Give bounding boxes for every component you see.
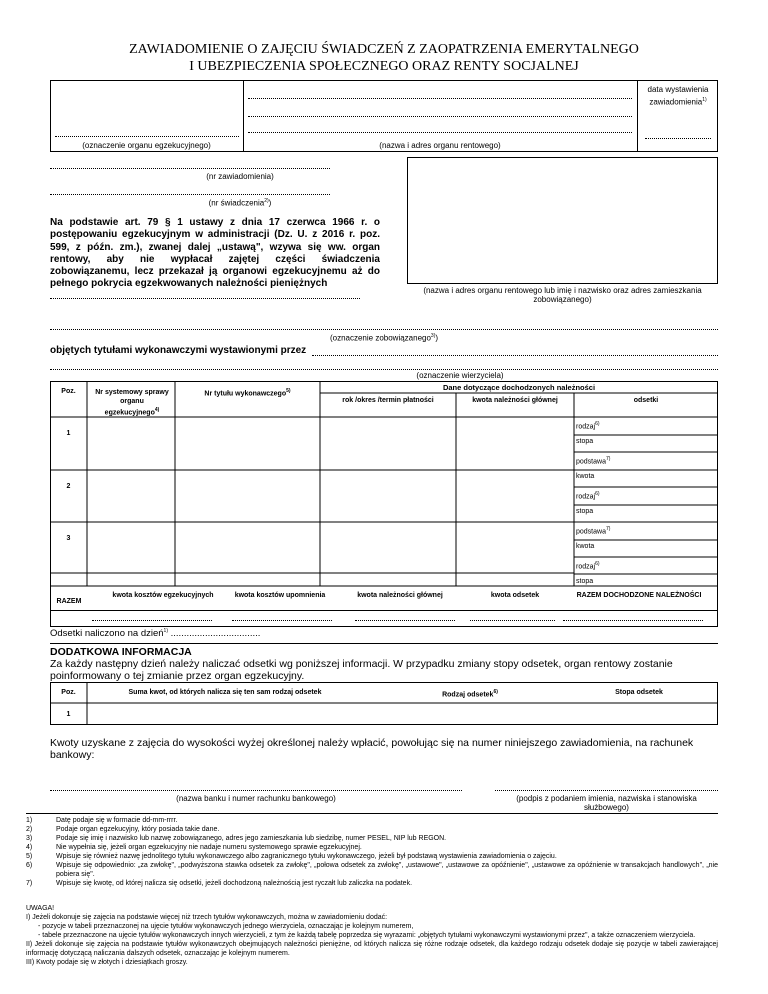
- organ-egz-label: (oznaczenie organu egzekucyjnego): [82, 141, 211, 150]
- sum-kk-egz: kwota kosztów egzekucyjnych: [112, 592, 214, 599]
- row1-podstawa: podstawa$^{7)}$: [576, 456, 611, 466]
- date-label: data wystawienia zawiadomienia$^{1)}$: [647, 85, 709, 107]
- footnote-3: 3) Podaje się imię i nazwisko lub nazwę zobowiązanego, adres jego zamieszkania lub siedzibę, numer PESEL, NIP lub REGON.: [26, 835, 447, 842]
- nr-swiadczenia-label: (nr świadczenia$^{2)}$): [208, 198, 272, 208]
- sum-razem: RAZEM DOCHODZONE NALEŻNOŚCI: [576, 592, 702, 599]
- col-kwota: kwota należności głównej: [472, 397, 558, 404]
- dod-info-text: Za każdy następny dzień należy naliczać odsetki wg poniższej informacji. W przypadku zmiany stopy odsetek, organ rentowy zostanie poinformowany o tej zmianie przez organ egzekucyjny.: [50, 658, 673, 682]
- tytuly-text: objętych tytułami wykonawczymi wystawionymi przez: [50, 345, 307, 356]
- row1-rodzaj: rodzaj$^{6)}$: [576, 421, 600, 431]
- uwaga-ii: II) Jeżeli dokonuje się zajęcia na podstawie tytułów wykonawczych obejmujących należności pieniężne, od których nalicza się różne rodzaje odsetek, dla każdego rodzaju odsetek dodaje się pozycje w tabeli zawierającej informację dotyczącą naliczania dalszych odsetek, oznaczając je kolejnym numerem.: [26, 941, 718, 957]
- razem-label: RAZEM: [56, 598, 82, 605]
- document-title-line1: ZAWIADOMIENIE O ZAJĘCIU ŚWIADCZEŃ Z ZAOPATRZENIA EMERYTALNEGO: [129, 42, 639, 57]
- uwaga-iii: III) Kwoty podaje się w złotych i dziesiątkach groszy.: [26, 959, 188, 966]
- row1-kwota: kwota: [576, 473, 595, 480]
- row2-kwota: kwota: [576, 543, 595, 550]
- uwaga-heading: UWAGA!: [26, 905, 55, 912]
- uwaga-i: I) Jeżeli dokonuje się zajęcia na podstawie więcej niż trzech tytułów wykonawczych, można w zawiadomieniu dodać:: [26, 914, 388, 921]
- dod-col-rodzaj: Rodzaj odsetek$^{6)}$: [442, 689, 498, 699]
- col-nr-systemowy: Nr systemowy sprawy organu egzekucyjnego$^{4)}$: [95, 389, 169, 417]
- row2-rodzaj: rodzaj$^{6)}$: [576, 491, 600, 501]
- row1-stopa: stopa: [576, 438, 594, 445]
- col-dane: Dane dotyczące dochodzonych należności: [442, 383, 596, 392]
- dod-col-suma: Suma kwot, od których nalicza się ten sam rodzaj odsetek: [128, 689, 322, 696]
- legal-paragraph: Na podstawie art. 79 § 1 ustawy z dnia 17 czerwca 1966 r. o postępowaniu egzekucyjnym w administracji (Dz. U. z 2016 r. poz. 599, z późn. zm.), zwanej dalej „ustawą", wzywa się ww. organ rentowy, aby nie wypłacał zajętej części świadczenia zobowiązanemu, lecz przekazał ją organowi egzekucyjnemu aż do pełnego pokrycia egzekwowanych należności pieniężnych: [50, 217, 380, 290]
- bank-label: (nazwa banku i numer rachunku bankowego): [176, 794, 336, 803]
- footnote-4: 4) Nie wypełnia się, jeżeli organ egzekucyjny nie nadaje numeru systemowego sprawie egzekucyjnej.: [26, 844, 362, 851]
- nr-zawiadomienia-label: (nr zawiadomienia): [206, 172, 274, 181]
- dod-col-poz: Poz.: [61, 689, 76, 696]
- address-box: [407, 157, 718, 284]
- row3-rodzaj: rodzaj$^{6)}$: [576, 561, 600, 571]
- row-2-number: 2: [66, 483, 71, 490]
- wierzyciel-label: (oznaczenie wierzyciela): [416, 371, 504, 380]
- footnotes: [26, 816, 718, 888]
- footnote-1: 1) Datę podaje się w formacie dd-mm-rrrr.: [26, 817, 178, 824]
- kwoty-text: Kwoty uzyskane z zajęcia do wysokości wyżej określonej należy wpłacić, powołując się na numer niniejszego zawiadomienia, na rachunek bankowy:: [50, 737, 694, 761]
- footnote-7: 7) Wpisuje się kwotę, od której nalicza się odsetki, jeżeli dochodzoną należnością jest ryczałt lub zaliczka na podatek.: [26, 880, 413, 887]
- odsetki-dzien: Odsetki naliczono na dzień$^{1)}$ ..................................: [50, 628, 261, 640]
- footnote-2: 2) Podaje organ egzekucyjny, który posiada takie dane.: [26, 826, 220, 833]
- footnote-6: 6) Wpisuje się odpowiednio: „za zwłokę", „podwyższona stawka odsetek za zwłokę", „połowa odsetek za zwłokę", „ustawowe", „ustawowe za opóźnienie", „ustawowe za opóźnienie w transakcjach handlowych", „nie pobiera się".: [26, 862, 718, 878]
- col-poz: Poz.: [61, 388, 76, 395]
- row-3-number: 3: [66, 535, 71, 542]
- sum-ko: kwota odsetek: [490, 592, 540, 599]
- organ-rent-label: (nazwa i adres organu rentowego): [379, 141, 501, 150]
- dod-info-heading: DODATKOWA INFORMACJA: [50, 646, 192, 658]
- sum-kng: kwota należności głównej: [357, 592, 443, 599]
- podpis-label: (podpis z podaniem imienia, nazwiska i stanowiska służbowego): [516, 794, 697, 812]
- row2-podstawa: podstawa$^{7)}$: [576, 526, 611, 536]
- col-nr-tytulu: Nr tytułu wykonawczego$^{5)}$: [204, 388, 291, 398]
- col-odsetki: odsetki: [633, 397, 659, 404]
- uwaga-i-b: - tabele przeznaczone na ujęcie tytułów wykonawczych innych wierzycieli, z tym że każdą tabelę poprzedza się wyrazami: „objętych tytułami wykonawczymi wystawionymi przez", a także oznaczeniem wierzyciela.: [38, 932, 696, 939]
- uwaga-section: [26, 904, 718, 967]
- row3-stopa: stopa: [576, 578, 594, 585]
- document-title-line2: I UBEZPIECZENIA SPOŁECZNEGO ORAZ RENTY SOCJALNEJ: [189, 59, 579, 74]
- row2-stopa: stopa: [576, 508, 594, 515]
- footnote-5: 5) Wpisuje się również nazwę jednolitego tytułu wykonawczego albo zagranicznego tytułu wykonawczego, jeżeli był podstawą wystawienia zawiadomienia o zajęciu.: [26, 853, 557, 860]
- dod-col-stopa: Stopa odsetek: [615, 689, 663, 696]
- sum-kk-up: kwota kosztów upomnienia: [234, 592, 326, 599]
- zobowiazany-label: (oznaczenie zobowiązanego$^{3)}$): [329, 333, 439, 343]
- row-1-number: 1: [66, 430, 71, 437]
- col-rok: rok /okres /termin płatności: [342, 397, 434, 404]
- address-box-label: (nazwa i adres organu rentowego lub imię i nazwisko oraz adres zamieszkania zobowiązanego): [423, 286, 702, 304]
- uwaga-i-a: - pozycje w tabeli przeznaczonej na ujęcie tytułów wykonawczych jednego wierzyciela, oznaczając je kolejnym numerem,: [38, 923, 414, 930]
- dod-row-1: 1: [66, 711, 71, 718]
